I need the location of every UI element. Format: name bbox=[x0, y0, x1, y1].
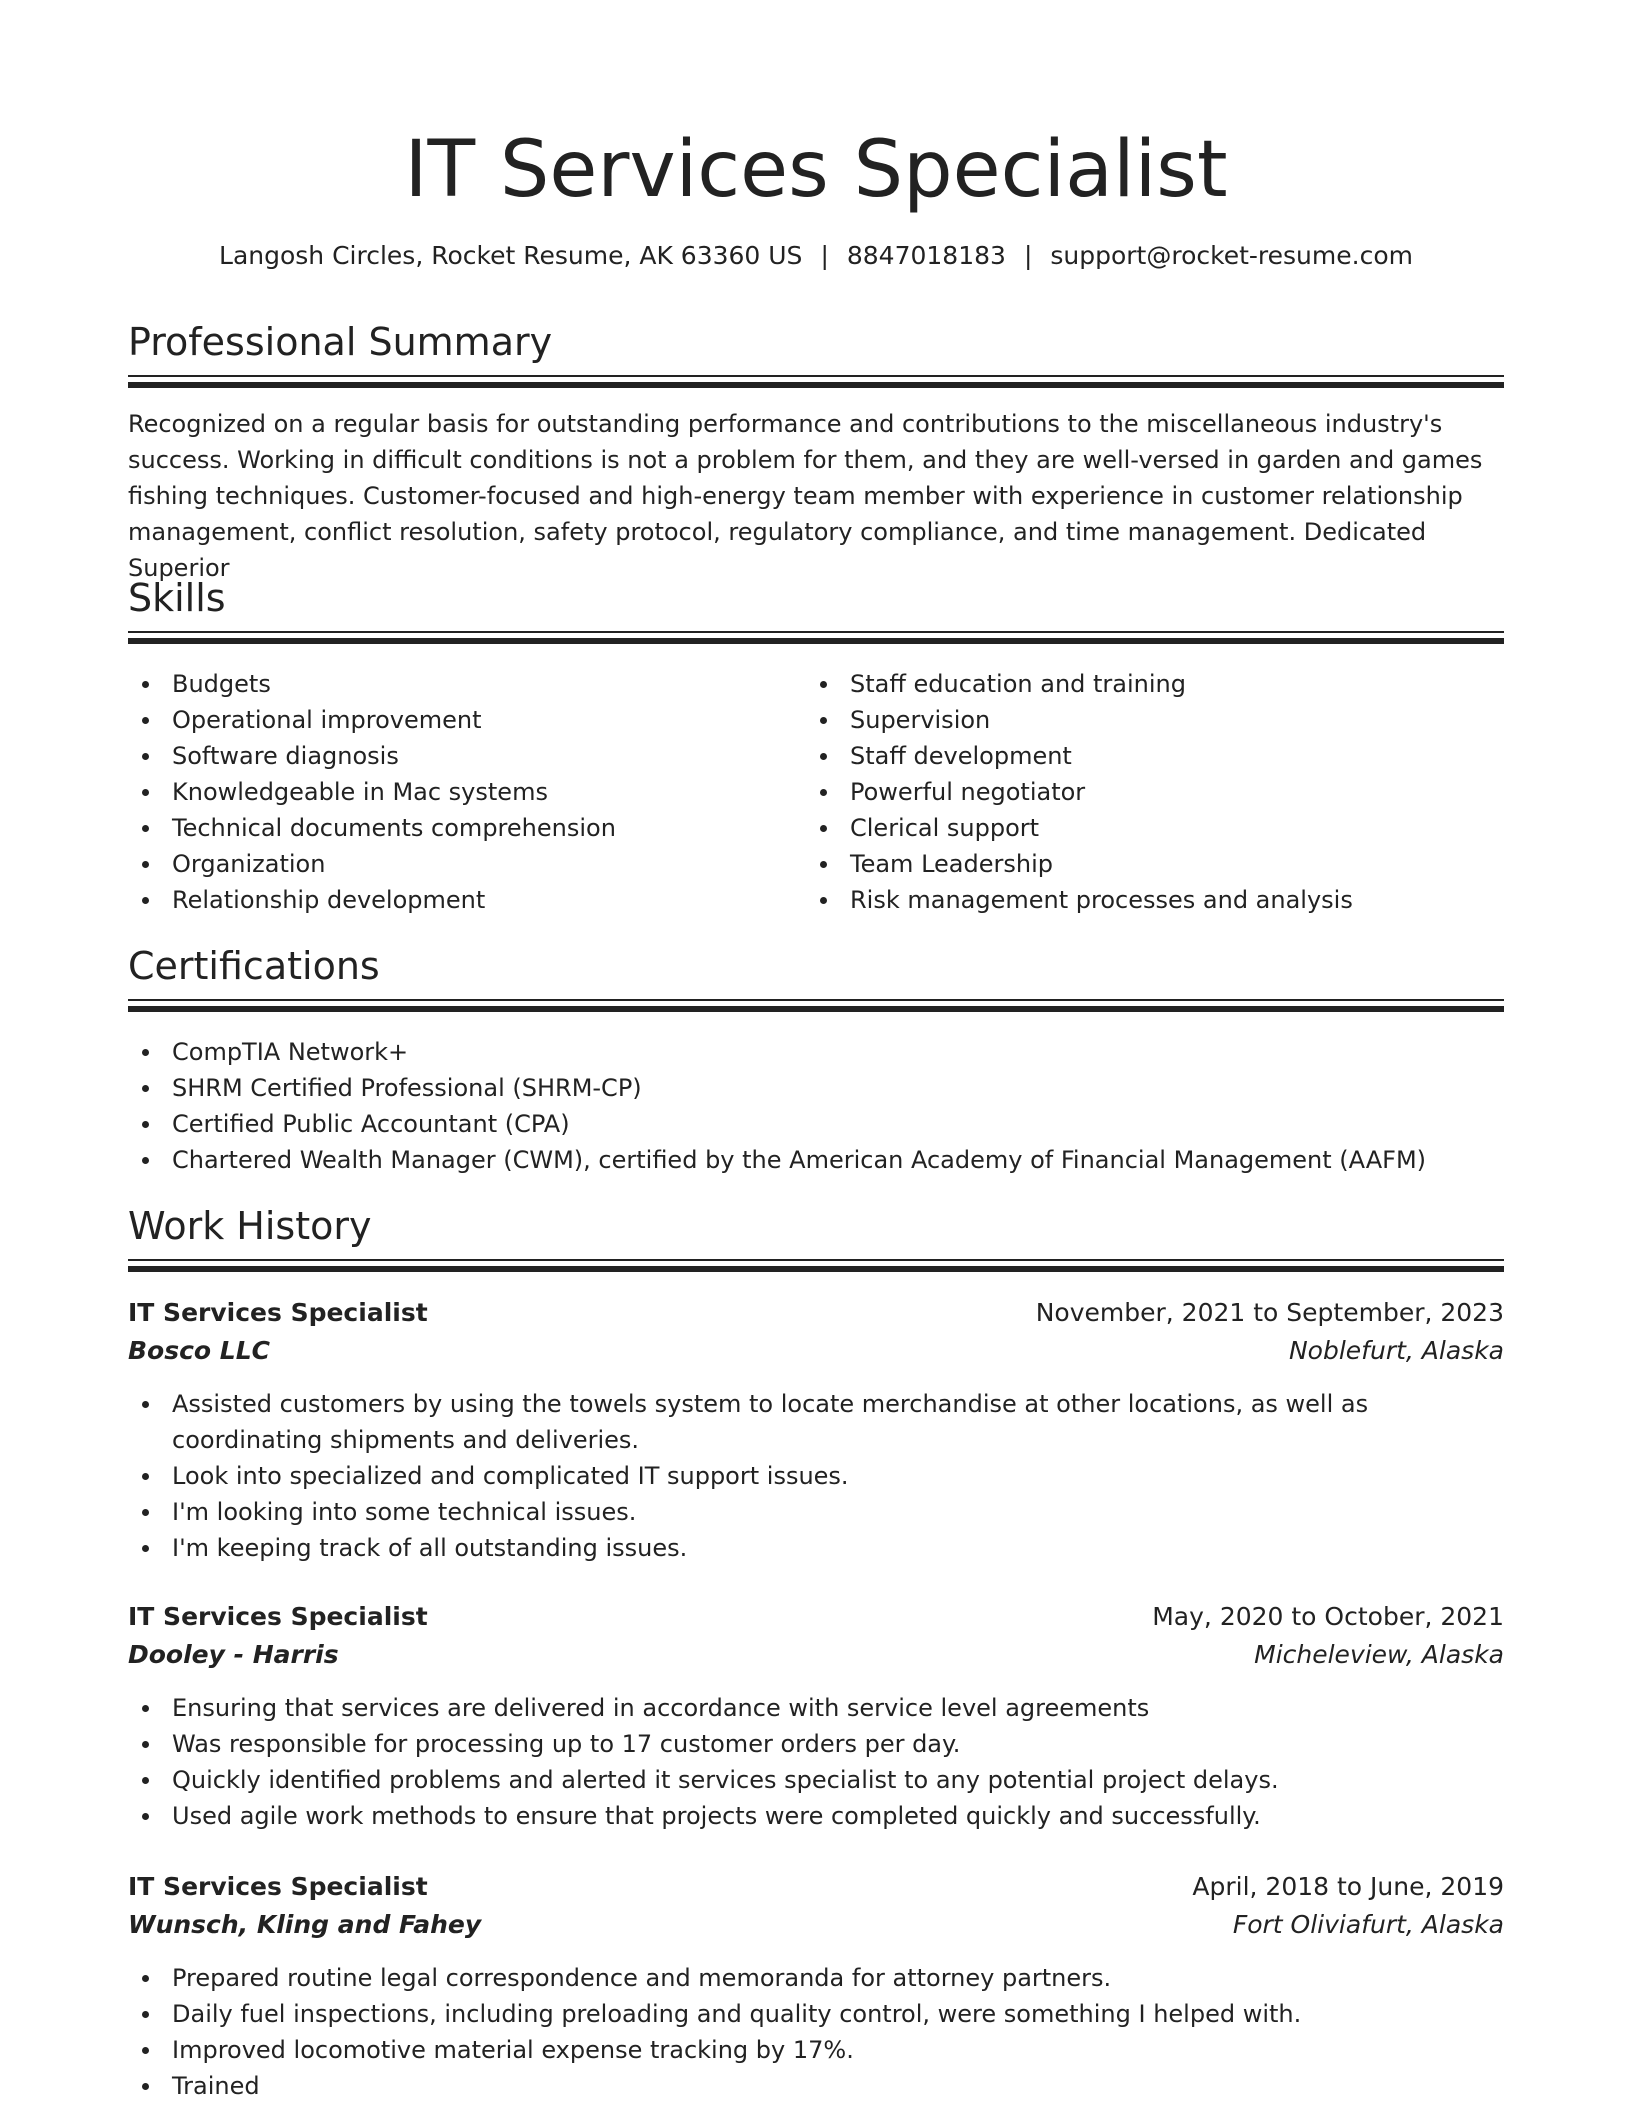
skill-item: Staff development bbox=[806, 738, 1504, 774]
job-bullet: Improved locomotive material expense tracking by 17%. bbox=[128, 2032, 1504, 2068]
job-bullets bbox=[128, 1960, 1504, 2104]
skill-item: Knowledgeable in Mac systems bbox=[128, 774, 804, 810]
section-heading-work-history: Work History bbox=[128, 1204, 372, 1248]
certifications-list bbox=[128, 1034, 1504, 1178]
contact-separator: | bbox=[1023, 241, 1033, 270]
job-bullets bbox=[128, 1386, 1504, 1566]
contact-email: support@rocket-resume.com bbox=[1050, 241, 1413, 270]
job-title: IT Services Specialist bbox=[128, 1602, 428, 1631]
job-dates: November, 2021 to September, 2023 bbox=[1035, 1298, 1504, 1327]
job-title: IT Services Specialist bbox=[128, 1298, 428, 1327]
summary-text: Recognized on a regular basis for outstanding performance and contributions to the miscellaneous industry's success. Working in difficult conditions is not a problem for them, and they are well-versed in garden and games fishing techniques. Customer-focused and high-energy team member with experience in customer relationship management, conflict resolution, safety protocol, regulatory compliance, and time management. Dedicated Superior bbox=[128, 410, 1483, 582]
skill-item: Powerful negotiator bbox=[806, 774, 1504, 810]
job-bullet: Prepared routine legal correspondence and memoranda for attorney partners. bbox=[128, 1960, 1504, 1996]
job-entry bbox=[128, 1868, 1504, 2104]
job-entry bbox=[128, 1598, 1504, 1834]
skill-item: Budgets bbox=[128, 666, 804, 702]
certification-item: Chartered Wealth Manager (CWM), certified by the American Academy of Financial Management (AAFM) bbox=[128, 1142, 1504, 1178]
contact-separator: | bbox=[820, 241, 829, 270]
certification-item: Certified Public Accountant (CPA) bbox=[128, 1106, 1504, 1142]
job-header bbox=[128, 1598, 1504, 1636]
section-heading-skills: Skills bbox=[128, 576, 226, 620]
contact-phone: 8847018183 bbox=[846, 241, 1006, 270]
job-title: IT Services Specialist bbox=[128, 1872, 428, 1901]
job-dates: April, 2018 to June, 2019 bbox=[1192, 1872, 1504, 1901]
job-bullet: Look into specialized and complicated IT support issues. bbox=[128, 1458, 1504, 1494]
job-company: Wunsch, Kling and Fahey bbox=[128, 1910, 482, 1939]
skill-item: Software diagnosis bbox=[128, 738, 804, 774]
job-bullet: Ensuring that services are delivered in accordance with service level agreements bbox=[128, 1690, 1504, 1726]
section-divider bbox=[128, 631, 1504, 645]
section-divider bbox=[128, 375, 1504, 389]
job-location: Noblefurt, Alaska bbox=[1288, 1336, 1504, 1365]
contact-line bbox=[128, 236, 1504, 276]
job-entry bbox=[128, 1294, 1504, 1566]
certification-item: SHRM Certified Professional (SHRM-CP) bbox=[128, 1070, 1504, 1106]
skill-item: Supervision bbox=[806, 702, 1504, 738]
job-location: Micheleview, Alaska bbox=[1254, 1640, 1504, 1669]
job-location: Fort Oliviafurt, Alaska bbox=[1232, 1910, 1504, 1939]
skill-item: Operational improvement bbox=[128, 702, 804, 738]
job-bullet: I'm keeping track of all outstanding issues. bbox=[128, 1530, 1504, 1566]
job-bullet: Used agile work methods to ensure that projects were completed quickly and successfully. bbox=[128, 1798, 1504, 1834]
skill-item: Team Leadership bbox=[806, 846, 1504, 882]
job-dates: May, 2020 to October, 2021 bbox=[1152, 1602, 1504, 1631]
skills-list-right bbox=[806, 666, 1504, 918]
section-heading-certifications: Certifications bbox=[128, 944, 380, 988]
skill-item: Organization bbox=[128, 846, 804, 882]
job-header bbox=[128, 1294, 1504, 1332]
section-heading-summary: Professional Summary bbox=[128, 320, 553, 364]
skill-item: Staff education and training bbox=[806, 666, 1504, 702]
contact-address: Langosh Circles, Rocket Resume, AK 63360 US bbox=[219, 241, 803, 270]
resume-name: IT Services Specialist bbox=[404, 125, 1228, 215]
skill-item: Relationship development bbox=[128, 882, 804, 918]
job-bullets bbox=[128, 1690, 1504, 1834]
job-bullet: I'm looking into some technical issues. bbox=[128, 1494, 1504, 1530]
job-bullet: Quickly identified problems and alerted it services specialist to any potential project delays. bbox=[128, 1762, 1504, 1798]
job-bullet: Trained bbox=[128, 2068, 1504, 2104]
skill-item: Risk management processes and analysis bbox=[806, 882, 1504, 918]
job-header bbox=[128, 1868, 1504, 1906]
job-subheader bbox=[128, 1906, 1504, 1944]
job-bullet: Daily fuel inspections, including preloading and quality control, were something I helped with. bbox=[128, 1996, 1504, 2032]
job-bullet: Was responsible for processing up to 17 customer orders per day. bbox=[128, 1726, 1504, 1762]
skills-list-left bbox=[128, 666, 804, 918]
skill-item: Technical documents comprehension bbox=[128, 810, 804, 846]
job-company: Dooley - Harris bbox=[128, 1640, 339, 1669]
job-subheader bbox=[128, 1636, 1504, 1674]
job-subheader bbox=[128, 1332, 1504, 1370]
section-divider bbox=[128, 1259, 1504, 1273]
job-company: Bosco LLC bbox=[128, 1336, 271, 1365]
section-divider bbox=[128, 999, 1504, 1013]
certification-item: CompTIA Network+ bbox=[128, 1034, 1504, 1070]
skill-item: Clerical support bbox=[806, 810, 1504, 846]
job-bullet: Assisted customers by using the towels system to locate merchandise at other locations, as well as coordinating shipments and deliveries. bbox=[128, 1386, 1504, 1458]
